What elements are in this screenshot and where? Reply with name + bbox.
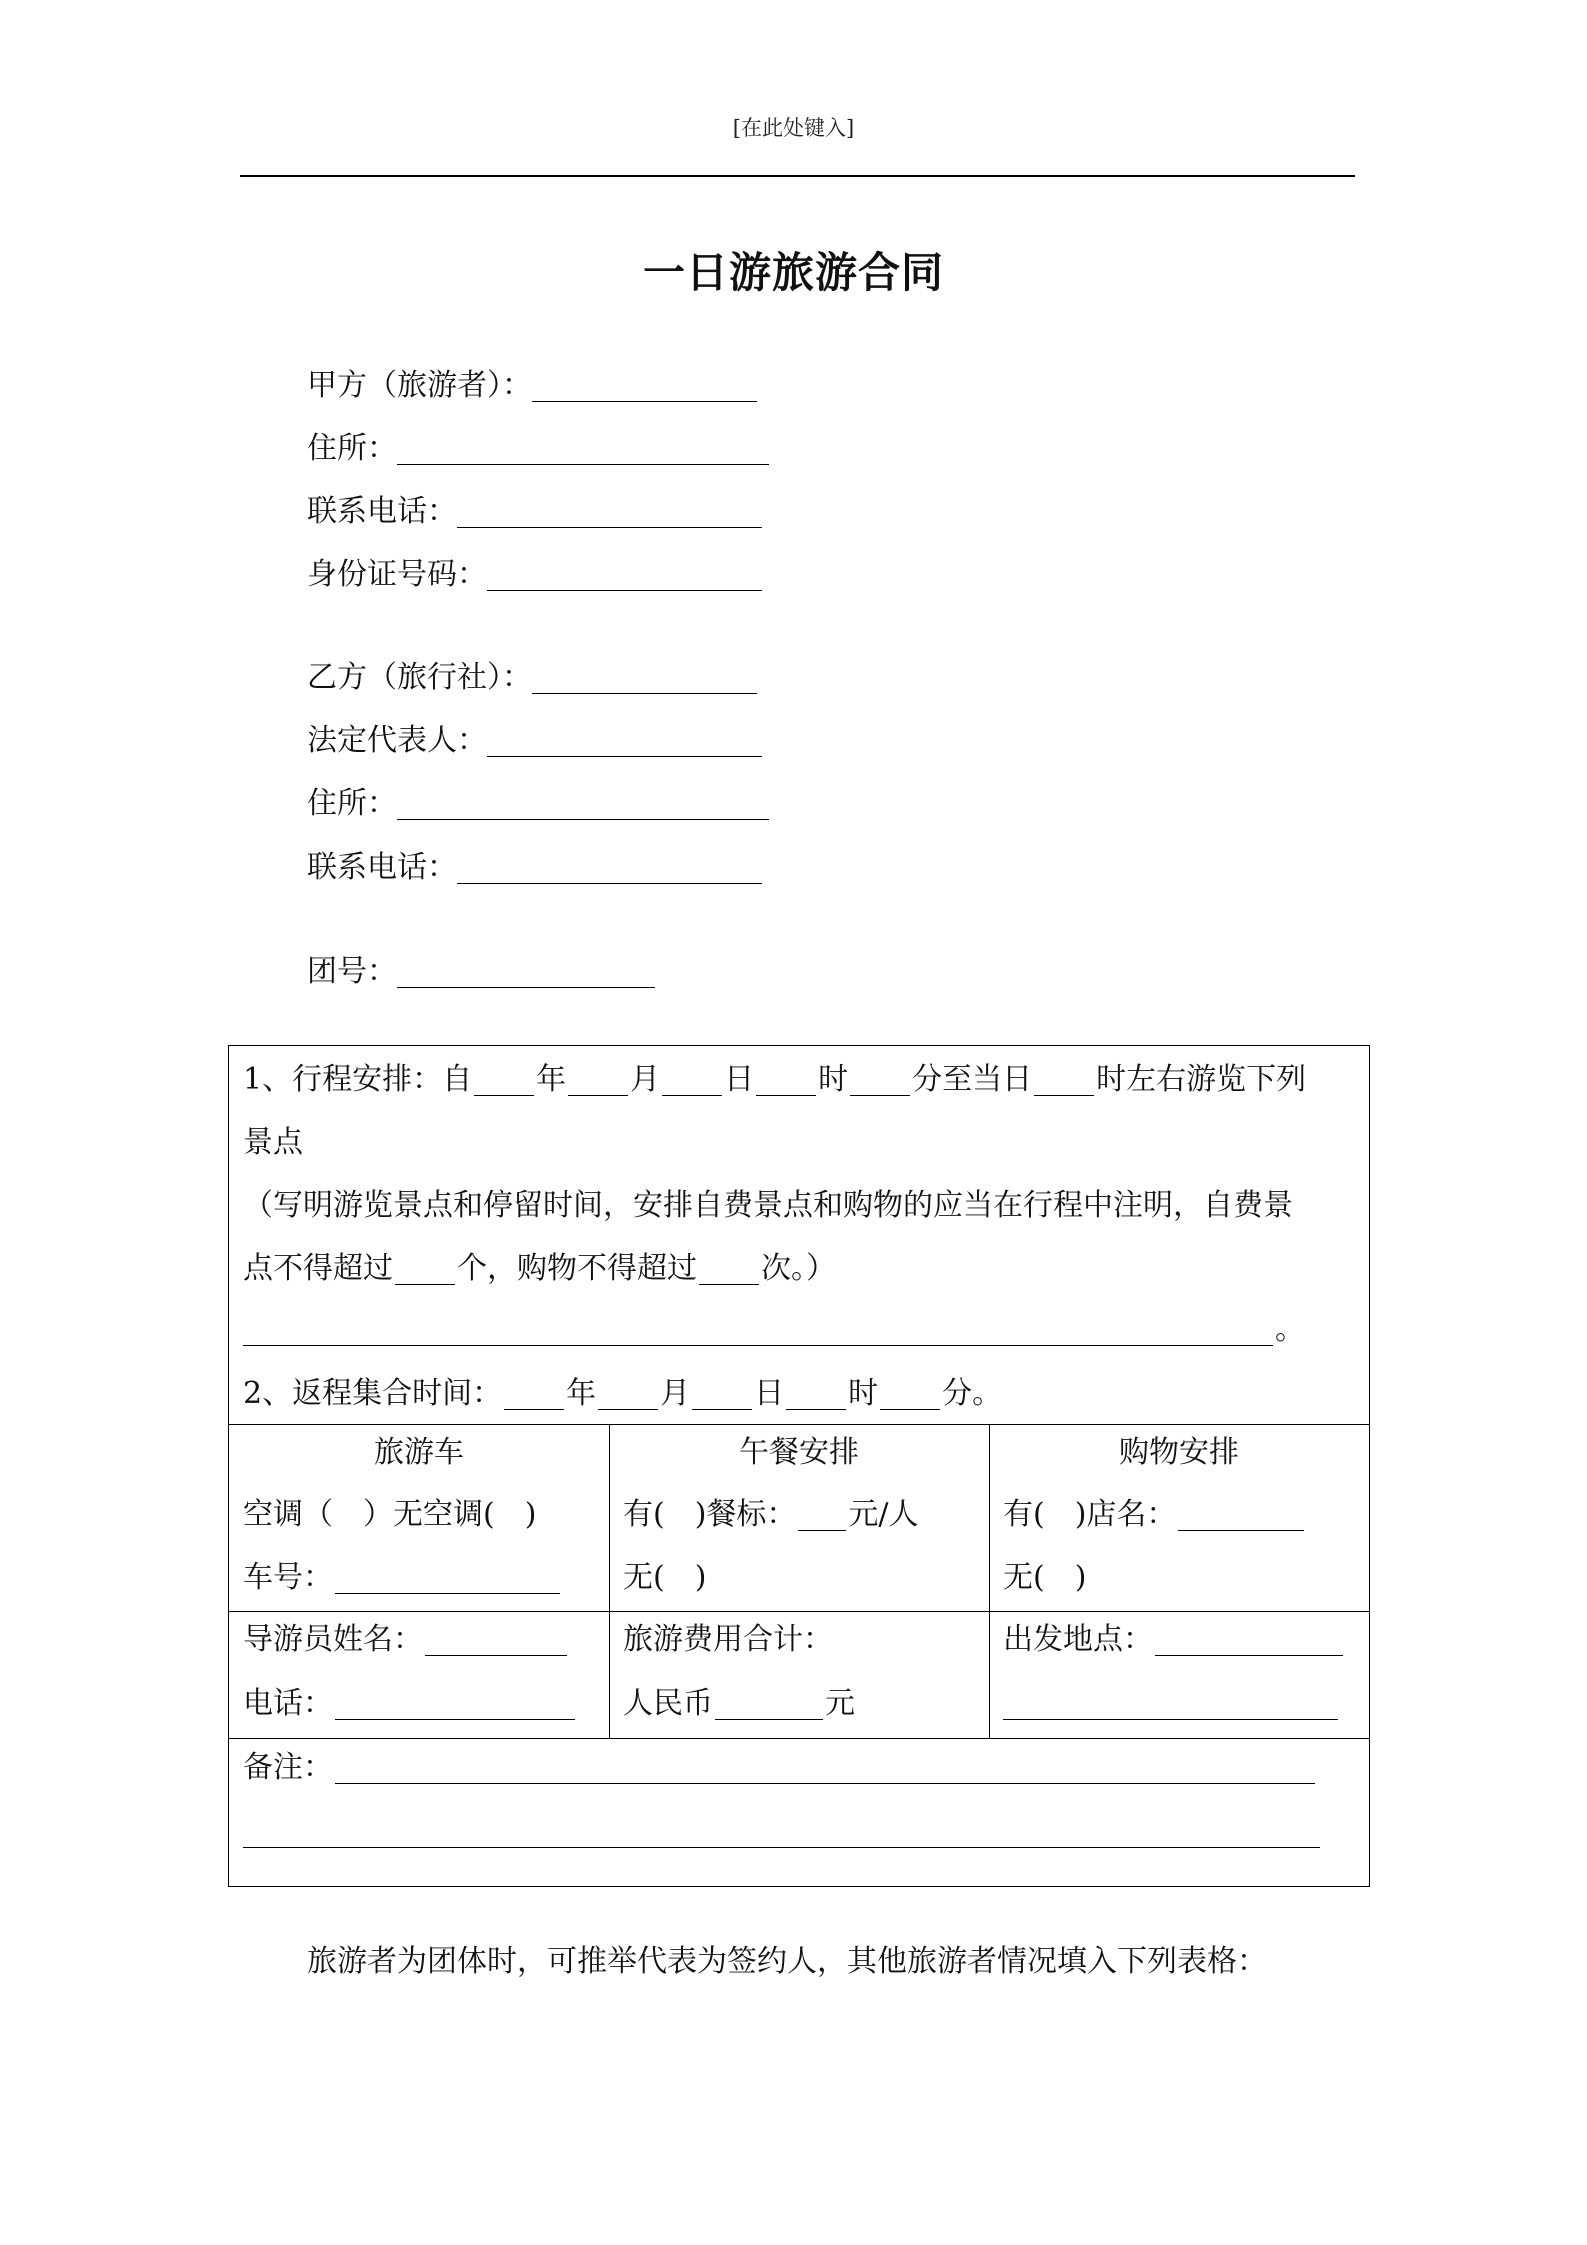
itinerary-from-label: 1、行程安排：自 <box>243 1062 473 1097</box>
bus-number <box>243 1556 562 1600</box>
lunch-header-text: 午餐安排 <box>739 1435 859 1470</box>
fee-total-label: 旅游费用合计： <box>623 1622 833 1657</box>
blank-start-day[interactable] <box>662 1065 722 1096</box>
return-hour-label: 时 <box>848 1376 879 1411</box>
itinerary-end-label: 时左右游览下列 <box>1096 1062 1307 1097</box>
times-label: 次。） <box>761 1251 836 1286</box>
label-party-b-agency: 乙方（旅行社）： <box>307 660 532 695</box>
blank-start-hour[interactable] <box>756 1065 816 1096</box>
guide-name-label: 导游员姓名： <box>243 1622 423 1657</box>
blank-return-year[interactable] <box>504 1379 564 1410</box>
page-header: [在此处键入] <box>732 116 855 140</box>
return-minute-label: 分。 <box>942 1376 1003 1411</box>
field-party-b-agency <box>307 656 757 700</box>
label-party-a-id: 身份证号码： <box>307 557 487 592</box>
bus-header-text: 旅游车 <box>374 1435 464 1470</box>
field-party-a-phone <box>307 490 762 534</box>
remarks-line-2 <box>243 1810 1322 1854</box>
bus-ac-choice[interactable]: 空调（ ）无空调( ) <box>243 1497 537 1532</box>
return-year-label: 年 <box>566 1376 597 1411</box>
itinerary-frame <box>228 1045 1370 1887</box>
remarks-label: 备注： <box>243 1750 333 1785</box>
blank-remarks-2[interactable] <box>243 1817 1320 1848</box>
return-time-label: 2、返程集合时间： <box>243 1376 503 1411</box>
blank-party-a-phone[interactable] <box>457 497 762 528</box>
blank-meal-standard[interactable] <box>798 1500 846 1531</box>
blank-bus-number[interactable] <box>335 1563 560 1594</box>
lunch-no-option <box>623 1556 706 1600</box>
yuan-per-person-label: 元/人 <box>848 1497 919 1532</box>
blank-group-no[interactable] <box>397 957 655 988</box>
blank-guide-phone[interactable] <box>335 1689 575 1720</box>
itinerary-note: （写明游览景点和停留时间，安排自费景点和购物的应当在行程中注明，自费景 <box>243 1188 1293 1223</box>
itinerary-line-5 <box>243 1308 1305 1352</box>
shopping-header <box>989 1431 1369 1475</box>
return-day-label: 日 <box>754 1376 785 1411</box>
table-top-rule <box>229 1424 1369 1425</box>
guide-name <box>243 1618 569 1662</box>
itinerary-line-2 <box>243 1121 303 1165</box>
document-title: 一日游旅游合同 <box>642 248 944 297</box>
blank-party-b-legal-rep[interactable] <box>487 726 762 757</box>
bus-number-label: 车号： <box>243 1560 333 1595</box>
label-party-a-tourist: 甲方（旅游者）： <box>307 368 532 403</box>
blank-party-a-address[interactable] <box>397 434 769 465</box>
minute-to-label: 分至当日 <box>912 1062 1033 1097</box>
blank-shop-name[interactable] <box>1178 1500 1304 1531</box>
label-party-a-phone: 联系电话： <box>307 494 457 529</box>
blank-start-minute[interactable] <box>850 1065 910 1096</box>
blank-return-month[interactable] <box>598 1379 658 1410</box>
departure-line-2 <box>1003 1682 1340 1726</box>
year-label: 年 <box>536 1062 567 1097</box>
blank-self-paid-count[interactable] <box>395 1254 455 1285</box>
field-group-no <box>307 950 655 994</box>
blank-return-hour[interactable] <box>786 1379 846 1410</box>
blank-party-b-agency[interactable] <box>532 663 757 694</box>
blank-party-a-tourist[interactable] <box>532 371 757 402</box>
blank-party-a-id[interactable] <box>487 560 762 591</box>
guide-phone <box>243 1682 577 1726</box>
field-party-a-address <box>307 427 769 471</box>
table-bottom-rule <box>229 1738 1369 1739</box>
lunch-yes-choice[interactable]: 有( )餐标： <box>623 1497 797 1532</box>
lunch-yes-option <box>623 1493 919 1537</box>
lunch-header <box>609 1431 989 1475</box>
return-line <box>243 1372 1002 1416</box>
rmb-label: 人民币 <box>623 1686 713 1721</box>
shopping-no-option <box>1003 1556 1086 1600</box>
lunch-no-choice[interactable]: 无( ) <box>623 1560 707 1595</box>
departure <box>1003 1618 1345 1662</box>
blank-return-minute[interactable] <box>880 1379 940 1410</box>
blank-itinerary-details[interactable] <box>243 1315 1273 1346</box>
blank-departure-2[interactable] <box>1003 1689 1338 1720</box>
return-month-label: 月 <box>660 1376 691 1411</box>
table-mid-rule <box>229 1611 1369 1612</box>
blank-remarks[interactable] <box>335 1753 1315 1784</box>
blank-shopping-count[interactable] <box>699 1254 759 1285</box>
header-rule <box>240 175 1355 177</box>
fee-rmb <box>623 1682 855 1726</box>
blank-end-hour[interactable] <box>1034 1065 1094 1096</box>
shopping-header-text: 购物安排 <box>1119 1435 1239 1470</box>
field-party-a-id <box>307 553 762 597</box>
label-party-b-phone: 联系电话： <box>307 850 457 885</box>
fee-total <box>623 1618 833 1662</box>
blank-return-day[interactable] <box>692 1379 752 1410</box>
departure-label: 出发地点： <box>1003 1622 1153 1657</box>
scenic-spots-label: 景点 <box>243 1125 303 1160</box>
label-party-b-address: 住所： <box>307 786 397 821</box>
month-label: 月 <box>630 1062 661 1097</box>
label-party-b-legal-rep: 法定代表人： <box>307 723 487 758</box>
shopping-limit-label: 个，购物不得超过 <box>457 1251 697 1286</box>
bus-header <box>229 1431 609 1475</box>
label-group-no: 团号： <box>307 954 397 989</box>
shopping-yes-choice[interactable]: 有( )店名： <box>1003 1497 1177 1532</box>
blank-departure[interactable] <box>1155 1625 1343 1656</box>
blank-party-b-phone[interactable] <box>457 853 762 884</box>
field-party-b-phone <box>307 846 762 890</box>
field-party-a-tourist <box>307 364 757 408</box>
day-label: 日 <box>724 1062 755 1097</box>
bus-ac-option <box>243 1493 536 1537</box>
blank-start-year[interactable] <box>474 1065 534 1096</box>
blank-start-month[interactable] <box>568 1065 628 1096</box>
itinerary-line-3 <box>243 1184 1293 1228</box>
itinerary-line-1 <box>243 1058 1306 1102</box>
itinerary-line-4 <box>243 1247 836 1291</box>
blank-fee-amount[interactable] <box>715 1689 823 1720</box>
shopping-no-choice[interactable]: 无( ) <box>1003 1560 1087 1595</box>
closing-paragraph: 旅游者为团体时，可推举代表为签约人，其他旅游者情况填入下列表格： <box>307 1944 1267 1979</box>
field-party-b-address <box>307 782 769 826</box>
guide-phone-label: 电话： <box>243 1686 333 1721</box>
self-paid-limit-label: 点不得超过 <box>243 1251 393 1286</box>
label-party-a-address: 住所： <box>307 431 397 466</box>
blank-party-b-address[interactable] <box>397 789 769 820</box>
field-party-b-legal-rep <box>307 719 762 763</box>
blank-guide-name[interactable] <box>425 1625 567 1656</box>
hour-label: 时 <box>818 1062 849 1097</box>
shopping-yes-option <box>1003 1493 1306 1537</box>
remarks <box>243 1746 1317 1790</box>
period-mark: 。 <box>1275 1312 1305 1347</box>
yuan-label: 元 <box>825 1686 855 1721</box>
